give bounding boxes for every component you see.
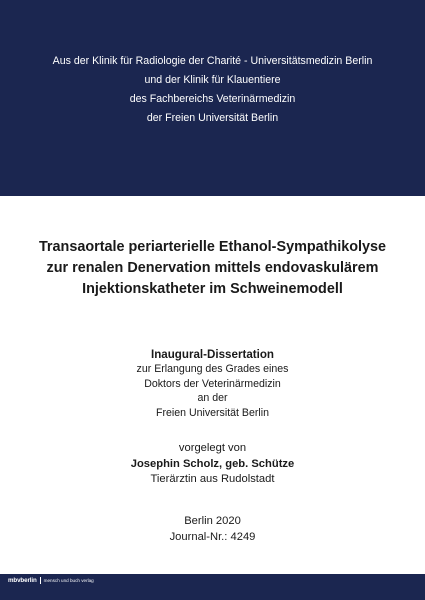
institution-line-3: des Fachbereichs Veterinärmedizin (129, 93, 296, 105)
publisher-tagline: mensch und buch verlag (43, 578, 94, 583)
institution-header (0, 52, 425, 128)
journal-number: Journal-Nr.: 4249 (169, 530, 256, 543)
author-name: Josephin Scholz, geb. Schütze (130, 457, 295, 470)
city-year: Berlin 2020 (184, 515, 241, 527)
dissertation-title (0, 237, 425, 300)
author-intro: vorgelegt von (178, 442, 247, 454)
author-block (0, 441, 425, 488)
title-line-1: Transaortale periarterielle Ethanol-Sympathikolyse (38, 239, 387, 255)
institution-line-1: Aus der Klinik für Radiologie der Charité - Universitätsmedizin Berlin (52, 55, 373, 67)
footer-band (0, 574, 425, 600)
dissertation-block (0, 347, 425, 420)
title-line-3: Injektionskatheter im Schweinemodell (82, 281, 343, 297)
place-block (0, 514, 425, 545)
dissertation-line-1: zur Erlangung des Grades eines (136, 363, 289, 375)
dissertation-line-2: Doktors der Veterinärmedizin (144, 377, 281, 390)
dissertation-line-4: Freien Universität Berlin (155, 406, 270, 419)
institution-line-2: und der Klinik für Klauentiere (144, 74, 281, 86)
institution-line-4: der Freien Universität Berlin (146, 112, 279, 124)
title-line-2: zur renalen Denervation mittels endovaskulärem (46, 260, 379, 276)
dissertation-heading: Inaugural-Dissertation (150, 348, 275, 361)
publisher-mark: mbvberlin (8, 577, 37, 584)
publisher-logo (8, 576, 94, 585)
author-origin: Tierärztin aus Rudolstadt (150, 473, 275, 485)
dissertation-line-3: an der (197, 392, 228, 404)
publisher-divider (40, 577, 41, 584)
